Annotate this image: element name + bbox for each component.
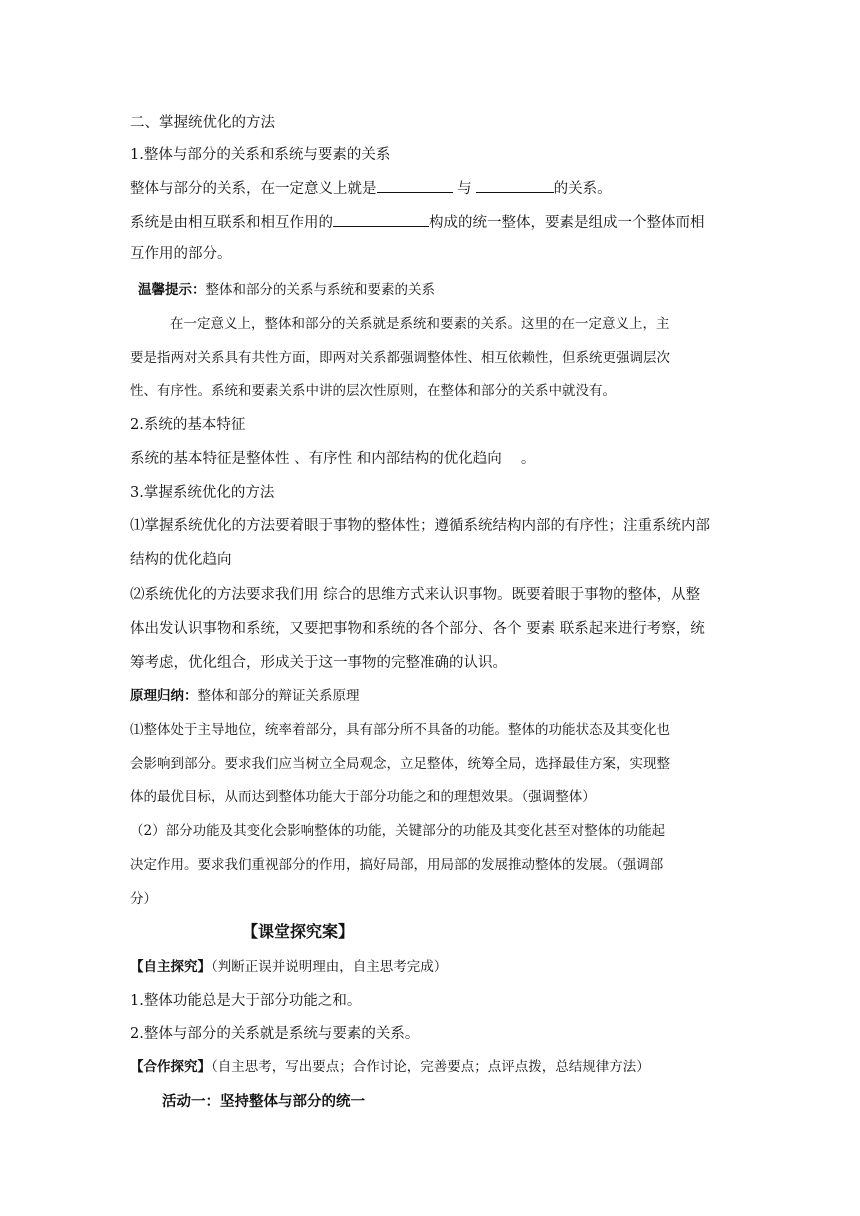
method-1-line: 结构的优化趋向 — [130, 552, 232, 568]
section-heading: 二、掌握统优化的方法 — [130, 115, 275, 131]
features-text: 系统的基本特征是整体性 、有序性 和内部结构的优化趋向 。 — [130, 451, 536, 467]
method-1-line: ⑴掌握系统优化的方法要着眼于事物的整体性；遵循系统结构内部的有序性；注重系统内部 — [130, 518, 710, 534]
question-1: 1.整体功能总是大于部分功能之和。 — [130, 993, 362, 1009]
principle-2-line: 决定作用。要求我们重视部分的作用，搞好局部，用局部的发展推动整体的发展。（强调部 — [130, 857, 664, 873]
principle-1-line: 体的最优目标，从而达到整体功能大于部分功能之和的理想效果。（强调整体） — [130, 789, 596, 805]
answer-blank-1[interactable] — [377, 178, 453, 193]
subheading-3: 3.掌握系统优化的方法 — [130, 485, 275, 501]
tip-heading — [138, 280, 738, 300]
principle-2-line: 分） — [130, 891, 157, 907]
self-explore-heading — [130, 957, 730, 977]
tip-title: 整体和部分的关系与系统和要素的关系 — [205, 282, 435, 298]
fill-text-b: 与 — [452, 181, 472, 197]
principle-1-line: ⑴整体处于主导地位，统率着部分，具有部分所不具备的功能。整体的功能状态及其变化也 — [130, 722, 670, 738]
coop-explore-note: （自主思考，写出要点；合作讨论，完善要点；点评点拨，总结规律方法） — [211, 1059, 650, 1075]
classroom-title: 【课堂探究案】 — [242, 922, 355, 941]
method-2-line: 筹考虑，优化组合，形成关于这一事物的完整准确的认识。 — [130, 655, 507, 671]
principle-2-line: （2）部分功能及其变化会影响整体的功能，关键部分的功能及其变化甚至对整体的功能起 — [130, 823, 666, 839]
fill-text-a: 系统是由相互联系和相互作用的 — [130, 215, 333, 231]
tip-body-line: 在一定意义上，整体和部分的关系就是系统和要素的关系。这里的在一定意义上，主 — [170, 316, 670, 332]
principle-label: 原理归纳： — [130, 688, 198, 704]
self-explore-note: （判断正误并说明理由，自主思考完成） — [211, 959, 448, 975]
self-explore-label: 【自主探究】 — [130, 959, 211, 975]
principle-title: 整体和部分的辩证关系原理 — [197, 688, 360, 704]
tip-label: 温馨提示： — [138, 282, 206, 298]
fill-text-b: 构成的统一整体，要素是组成一个整体而相 — [429, 215, 705, 231]
question-2: 2.整体与部分的关系就是系统与要素的关系。 — [130, 1026, 420, 1042]
answer-blank-2[interactable] — [476, 178, 554, 193]
fill-text-c: 的关系。 — [553, 181, 612, 197]
fill-blank-line-2 — [130, 212, 730, 233]
method-2-line: ⑵系统优化的方法要求我们用 综合的思维方式来认识事物。既要着眼于事物的整体，从整 — [130, 587, 701, 603]
tip-body-line: 性、有序性。系统和要素关系中讲的层次性原则，在整体和部分的关系中就没有。 — [130, 383, 616, 399]
principle-heading — [130, 686, 730, 706]
fill-blank-line-1 — [130, 178, 730, 199]
subheading-2: 2.系统的基本特征 — [130, 417, 246, 433]
coop-explore-heading — [130, 1057, 730, 1077]
fill-line-2-continued: 互作用的部分。 — [130, 246, 232, 262]
principle-1-line: 会影响到部分。要求我们应当树立全局观念，立足整体，统筹全局，选择最佳方案，实现整 — [130, 756, 670, 772]
tip-body-line: 要是指两对关系具有共性方面，即两对关系都强调整体性、相互依赖性，但系统更强调层次 — [130, 350, 670, 366]
coop-explore-label: 【合作探究】 — [130, 1059, 211, 1075]
activity-1-heading: 活动一：坚持整体与部分的统一 — [162, 1093, 365, 1110]
subheading-1: 1.整体与部分的关系和系统与要素的关系 — [130, 147, 391, 163]
fill-text-a: 整体与部分的关系，在一定意义上就是 — [130, 181, 377, 197]
method-2-line: 体出发认识事物和系统，又要把事物和系统的各个部分、各个 要素 联系起来进行考察，统 — [130, 621, 705, 637]
answer-blank-3[interactable] — [333, 212, 429, 227]
